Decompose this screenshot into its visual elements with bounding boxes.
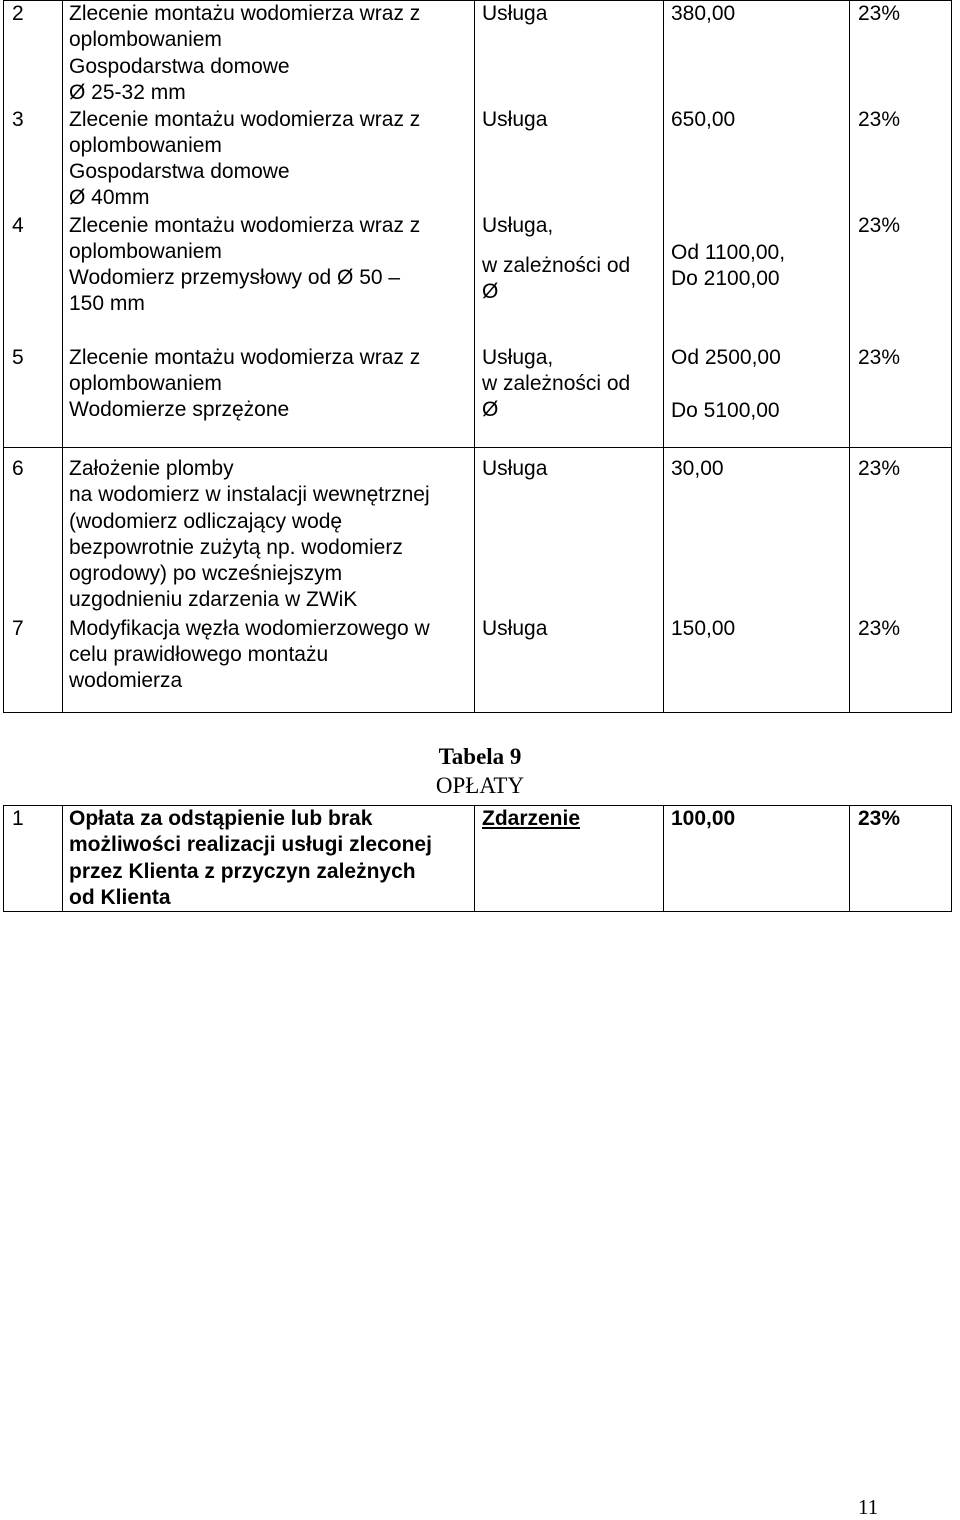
description-line: (wodomierz odliczający wodę [69, 509, 343, 533]
table-row [4, 333, 952, 448]
price-cell [664, 107, 850, 213]
unit-cell [475, 806, 664, 912]
description-line: oplombowaniem [69, 239, 222, 263]
description-line: ogrodowy) po wcześniejszym [69, 562, 343, 586]
price-cell [664, 616, 850, 713]
services-price-table [3, 0, 952, 713]
price-cell [664, 1, 850, 107]
description-line: Zlecenie montażu wodomierza wraz z [69, 345, 421, 369]
description-line: oplombowaniem [69, 133, 222, 157]
unit-cell [475, 213, 664, 333]
description-line: Ø 25-32 mm [69, 80, 186, 104]
row-number: 4 [4, 213, 63, 333]
price-line: 30,00 [671, 457, 724, 480]
description-line: Gospodarstwa domowe [69, 54, 290, 78]
description-line: na wodomierz w instalacji wewnętrznej [69, 483, 430, 507]
unit-line: Ø [482, 280, 499, 304]
price-cell: 100,00 [664, 806, 850, 912]
vat-cell: 23% [850, 448, 952, 616]
description-line: od Klienta [69, 885, 171, 909]
description-line: oplombowaniem [69, 28, 222, 52]
vat-cell: 23% [850, 806, 952, 912]
row-number: 5 [4, 333, 63, 448]
unit-line: Usługa [482, 2, 548, 25]
price-line: Od 1100,00, [671, 240, 786, 264]
unit-cell [475, 616, 664, 713]
service-description [63, 1, 475, 107]
fees-table [3, 805, 952, 912]
table-row [4, 213, 952, 333]
service-description [63, 333, 475, 448]
description-line: 150 mm [69, 292, 145, 316]
table-row [4, 107, 952, 213]
table-row [4, 1, 952, 107]
vat-cell: 23% [850, 1, 952, 107]
unit-cell [475, 107, 664, 213]
vat-cell: 23% [850, 107, 952, 213]
row-number: 7 [4, 616, 63, 713]
fee-description [63, 806, 475, 912]
unit-line: Usługa [482, 457, 548, 480]
price-line: 150,00 [671, 616, 736, 640]
unit-line: Zdarzenie [482, 807, 581, 830]
price-cell [664, 213, 850, 333]
description-line: oplombowaniem [69, 371, 222, 395]
description-line: Zlecenie montażu wodomierza wraz z [69, 213, 421, 237]
description-line: Modyfikacja węzła wodomierzowego w [69, 616, 430, 640]
price-line: Do 5100,00 [671, 398, 780, 422]
description-line: możliwości realizacji usługi zleconej [69, 833, 432, 857]
description-line: uzgodnieniu zdarzenia w ZWiK [69, 588, 358, 612]
description-line: wodomierza [69, 669, 183, 693]
unit-line: Usługa, [482, 213, 554, 237]
table-caption-title: Tabela 9 [438, 744, 522, 769]
description-line: bezpowrotnie zużytą np. wodomierz [69, 535, 403, 559]
price-line: 380,00 [671, 2, 736, 25]
vat-cell: 23% [850, 616, 952, 713]
row-number: 3 [4, 107, 63, 213]
row-number: 2 [4, 1, 63, 107]
description-line: Zlecenie montażu wodomierza wraz z [69, 107, 421, 131]
table-row [4, 448, 952, 616]
table-row [4, 616, 952, 713]
service-description [63, 448, 475, 616]
unit-line: Usługa, [482, 345, 554, 369]
description-line: Wodomierz przemysłowy od Ø 50 – [69, 266, 401, 290]
row-number: 1 [4, 806, 63, 912]
description-line: Gospodarstwa domowe [69, 160, 290, 184]
service-description [63, 213, 475, 333]
description-line: Opłata za odstąpienie lub brak [69, 807, 373, 830]
service-description [63, 616, 475, 713]
price-line: 650,00 [671, 107, 736, 131]
price-line: Od 2500,00 [671, 345, 781, 369]
unit-line: Usługa [482, 107, 548, 131]
table-row [4, 806, 952, 912]
unit-line: w zależności od [482, 371, 631, 395]
description-line: Ø 40mm [69, 186, 150, 210]
vat-cell: 23% [850, 213, 952, 333]
unit-line: Usługa [482, 616, 548, 640]
unit-line: Ø [482, 398, 499, 422]
description-line: celu prawidłowego montażu [69, 642, 329, 666]
description-line: Założenie plomby [69, 457, 234, 480]
row-number: 6 [4, 448, 63, 616]
unit-cell [475, 1, 664, 107]
unit-line: w zależności od [482, 253, 631, 277]
service-description [63, 107, 475, 213]
price-cell [664, 333, 850, 448]
price-line: Do 2100,00 [671, 266, 780, 290]
unit-cell [475, 448, 664, 616]
description-line: Zlecenie montażu wodomierza wraz z [69, 2, 421, 25]
description-line: przez Klienta z przyczyn zależnych [69, 859, 416, 883]
price-cell [664, 448, 850, 616]
description-line: Wodomierze sprzężone [69, 398, 290, 422]
table-caption-subtitle: OPŁATY [435, 773, 525, 798]
vat-cell: 23% [850, 333, 952, 448]
page-number: 11 [858, 1495, 879, 1519]
unit-cell [475, 333, 664, 448]
